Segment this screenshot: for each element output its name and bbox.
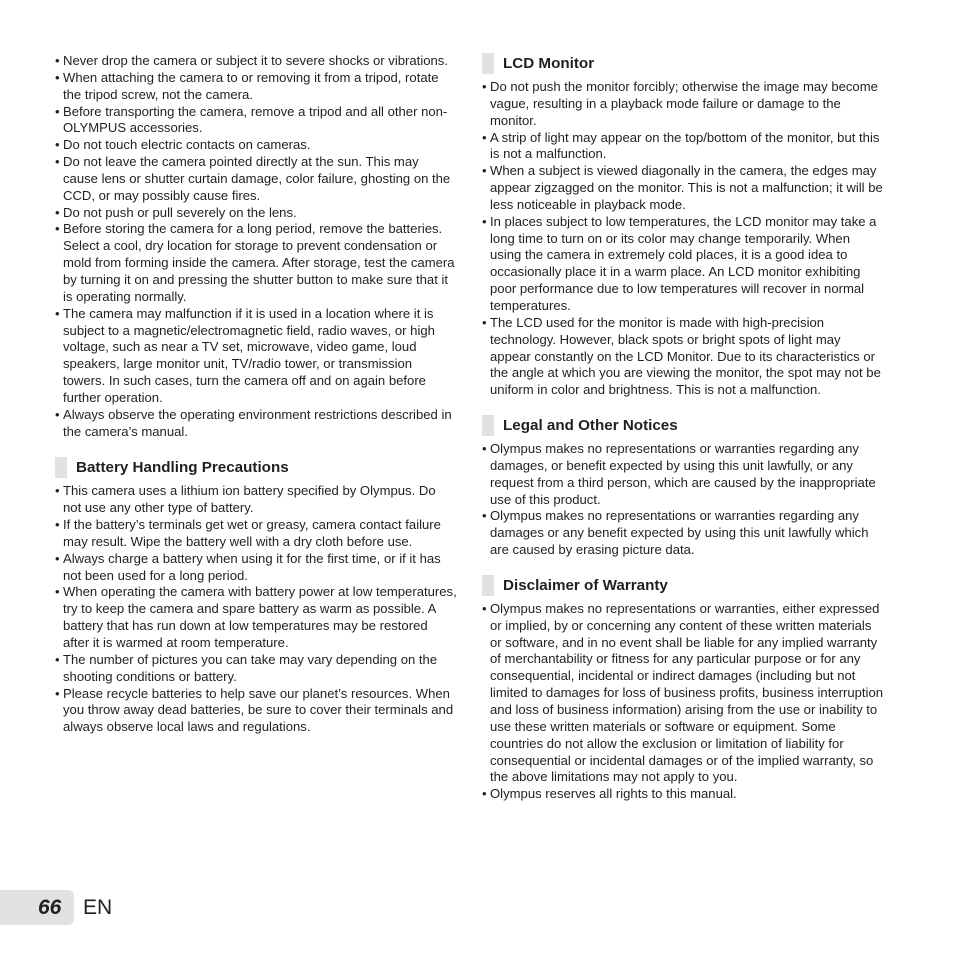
list-item: • In places subject to low temperatures, the LCD monitor may take a long time to turn on or its color may change temporarily. When using the camera in extremely cold places, it is a good idea to occasionally place it in a warm place. An LCD monitor exhibiting poor performance due to low temperatures will recover in normal temperatures. bbox=[482, 214, 884, 315]
list-item: • Olympus reserves all rights to this manual. bbox=[482, 786, 884, 803]
list-item: • Olympus makes no representations or warranties, either expressed or implied, by or concerning any content of these written materials or software, and in no event shall be liable for any implied warranty of merchantability or fitness for any particular purpose or for any consequential, incidental or indirect damages (including but not limited to damages for loss of business profits, business interruption and loss of business information) arising from the use or inability to use these written materials or software or equipment. Some countries do not allow the exclusion or limitation of liability for consequential or incidental damages or of the implied warranty, so the above limitations may not apply to you. bbox=[482, 601, 884, 786]
language-code: EN bbox=[83, 896, 113, 919]
section-heading bbox=[482, 415, 884, 436]
warranty-section-title: Disclaimer of Warranty bbox=[503, 576, 668, 594]
list-item: • When operating the camera with battery power at low temperatures, try to keep the camera and spare battery as warm as possible. A battery that has run down at low temperatures may be restored after it is warmed at room temperature. bbox=[55, 584, 457, 651]
legal-notices-list bbox=[482, 441, 884, 559]
legal-section-title: Legal and Other Notices bbox=[503, 417, 678, 435]
warranty-disclaimer-list bbox=[482, 601, 884, 803]
list-item: • Do not push or pull severely on the lens. bbox=[55, 205, 457, 222]
general-precautions-list bbox=[55, 53, 457, 440]
lcd-notes-list bbox=[482, 79, 884, 399]
battery-precautions-list bbox=[55, 483, 457, 736]
legal-section bbox=[482, 415, 884, 559]
list-item: • The camera may malfunction if it is used in a location where it is subject to a magnetic/electromagnetic field, radio waves, or high voltage, such as near a TV set, microwave, video game, loud speakers, large monitor unit, TV/radio tower, or transmission towers. In such cases, turn the camera off and on again before further operation. bbox=[55, 306, 457, 407]
list-item: • A strip of light may appear on the top/bottom of the monitor, but this is not a malfunction. bbox=[482, 130, 884, 164]
list-item: • If the battery’s terminals get wet or greasy, camera contact failure may result. Wipe the battery well with a dry cloth before use. bbox=[55, 517, 457, 551]
list-item: • When a subject is viewed diagonally in the camera, the edges may appear zigzagged on the monitor. This is not a malfunction; it will be less noticeable in playback mode. bbox=[482, 163, 884, 214]
heading-marker-bar bbox=[482, 415, 494, 436]
heading-marker-bar bbox=[482, 53, 494, 74]
list-item: • Please recycle batteries to help save our planet’s resources. When you throw away dead batteries, be sure to cover their terminals and always observe local laws and regulations. bbox=[55, 686, 457, 737]
list-item: • Always charge a battery when using it for the first time, or if it has not been used for a long period. bbox=[55, 551, 457, 585]
list-item: • Never drop the camera or subject it to severe shocks or vibrations. bbox=[55, 53, 457, 70]
list-item: • This camera uses a lithium ion battery specified by Olympus. Do not use any other type of battery. bbox=[55, 483, 457, 517]
list-item: • Olympus makes no representations or warranties regarding any damages, or benefit expected by using this unit lawfully, or any request from a third person, which are caused by the inappropriate use of this product. bbox=[482, 441, 884, 508]
list-item: • Before transporting the camera, remove a tripod and all other non-OLYMPUS accessories. bbox=[55, 104, 457, 138]
page-number: 66 bbox=[38, 896, 62, 919]
left-column bbox=[55, 53, 457, 736]
section-heading bbox=[55, 457, 457, 478]
page-number-tab bbox=[0, 890, 74, 925]
list-item: • Do not leave the camera pointed directly at the sun. This may cause lens or shutter curtain damage, color failure, ghosting on the CCD, or may possibly cause fires. bbox=[55, 154, 457, 205]
section-heading bbox=[482, 575, 884, 596]
list-item: • Always observe the operating environment restrictions described in the camera’s manual. bbox=[55, 407, 457, 441]
list-item: • The number of pictures you can take may vary depending on the shooting conditions or battery. bbox=[55, 652, 457, 686]
list-item: • Do not push the monitor forcibly; otherwise the image may become vague, resulting in a playback mode failure or damage to the monitor. bbox=[482, 79, 884, 130]
battery-section-title: Battery Handling Precautions bbox=[76, 459, 289, 477]
warranty-section bbox=[482, 575, 884, 803]
list-item: • Olympus makes no representations or warranties regarding any damages or any benefit expected by using this unit lawfully which are caused by erasing picture data. bbox=[482, 508, 884, 559]
lcd-section bbox=[482, 53, 884, 399]
list-item: • When attaching the camera to or removing it from a tripod, rotate the tripod screw, not the camera. bbox=[55, 70, 457, 104]
right-column bbox=[482, 53, 884, 803]
lcd-section-title: LCD Monitor bbox=[503, 55, 595, 72]
heading-marker-bar bbox=[482, 575, 494, 596]
page-footer bbox=[0, 890, 120, 925]
list-item: • Do not touch electric contacts on cameras. bbox=[55, 137, 457, 154]
list-item: • Before storing the camera for a long period, remove the batteries. Select a cool, dry location for storage to prevent condensation or mold from forming inside the camera. After storage, test the camera by turning it on and pressing the shutter button to make sure that it is operating normally. bbox=[55, 221, 457, 305]
heading-marker-bar bbox=[55, 457, 67, 478]
section-heading bbox=[482, 53, 884, 74]
battery-section bbox=[55, 457, 457, 736]
list-item: • The LCD used for the monitor is made with high-precision technology. However, black spots or bright spots of light may appear constantly on the LCD Monitor. Due to its characteristics or the angle at which you are viewing the monitor, the spot may not be uniform in color and brightness. This is not a malfunction. bbox=[482, 315, 884, 399]
